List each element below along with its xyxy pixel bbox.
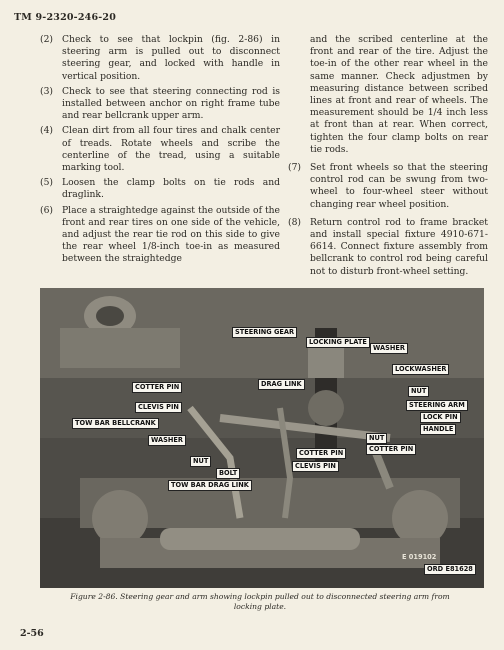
label-cotter-pin-center: COTTER PIN — [296, 448, 346, 459]
figure-caption: Figure 2-86. Steering gear and arm showing lockpin pulled out to disconnected steering arm from locking plate. — [70, 592, 450, 611]
label-tow-bar-drag-link: TOW BAR DRAG LINK — [168, 480, 252, 491]
label-cotter-pin-right: COTTER PIN — [366, 444, 416, 455]
left-column — [40, 34, 280, 269]
right-column — [288, 34, 488, 281]
step-4: (4) Clean dirt from all four tires and chalk center of treads. Rotate wheels and scribe the centerline of the tread, using a suitable marking tool. — [40, 125, 280, 174]
label-lock-pin: LOCK PIN — [420, 412, 461, 423]
steering-gear-photo — [40, 288, 484, 588]
label-steering-arm: STEERING ARM — [406, 400, 468, 411]
step-7: (7) Set front wheels so that the steering control rod can be swung from two-wheel to four-wheel steer without changing rear wheel position. — [288, 162, 488, 210]
label-nut-right-2: NUT — [366, 433, 387, 444]
label-clevis-pin-left: CLEVIS PIN — [135, 402, 182, 413]
label-drag-link: DRAG LINK — [258, 379, 305, 390]
label-bolt: BOLT — [216, 468, 240, 479]
ord-code: ORD E81628 — [424, 564, 476, 575]
step-6-continued: and the scribed centerline at the front and rear of the tire. Adjust the toe-in of the other rear wheel in the same manner. Check adjustmen by measuring distance between scribed lines at front and rear of wheels. The measurement should be 1/4 inch less at front than at rear. When correct, tighten the four clamp bolts on rear tie rods. — [310, 34, 488, 155]
label-steering-gear: STEERING GEAR — [232, 327, 297, 338]
label-nut-right: NUT — [408, 386, 429, 397]
step-8: (8) Return control rod to frame bracket and install special fixture 4910-671-6614. Connect fixture assembly from bellcrank to control rod being careful not to disturb front-wheel setting. — [288, 216, 488, 277]
label-handle: HANDLE — [420, 424, 456, 435]
label-washer-top: WASHER — [370, 343, 408, 354]
label-clevis-pin-center: CLEVIS PIN — [292, 461, 339, 472]
step-6: (6) Place a straightedge against the outside of the front and rear tires on one side of the vehicle, and adjust the rear tie rod on this side to give the rear wheel 1/8-inch toe-in as measured between the straightedge — [40, 204, 280, 265]
step-2: (2) Check to see that lockpin (fig. 2-86) in steering arm is pulled out to disconnect steering gear, and locked with handle in vertical position. — [40, 34, 280, 82]
label-cotter-pin-left: COTTER PIN — [132, 382, 182, 393]
step-5: (5) Loosen the clamp bolts on tie rods and draglink. — [40, 177, 280, 201]
label-locking-plate: LOCKING PLATE — [306, 337, 370, 348]
manual-header: TM 9-2320-246-20 — [14, 12, 117, 23]
page-number: 2-56 — [20, 628, 44, 639]
step-3: (3) Check to see that steering connecting rod is installed between anchor on right frame tube and rear bellcrank upper arm. — [40, 85, 280, 122]
photo-code: E 019102 — [402, 553, 437, 561]
label-washer-left: WASHER — [148, 435, 186, 446]
label-nut-center: NUT — [190, 456, 211, 467]
label-lockwasher: LOCKWASHER — [392, 364, 449, 375]
label-tow-bar-bellcrank: TOW BAR BELLCRANK — [72, 418, 159, 429]
